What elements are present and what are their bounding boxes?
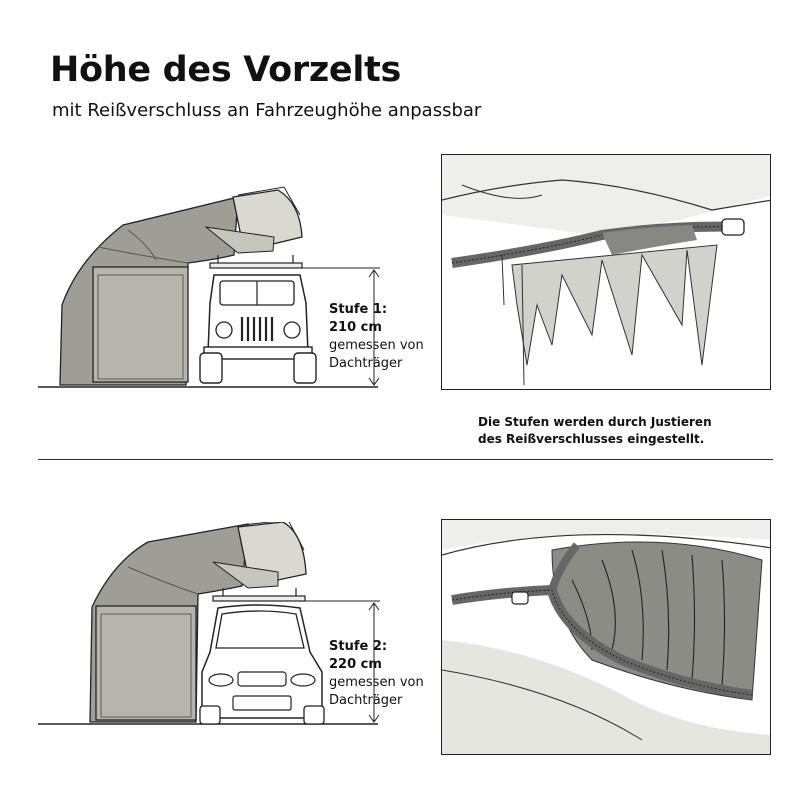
step2-label: Stufe 2:: [329, 639, 388, 654]
step1-desc-line2: Dachträger: [329, 356, 403, 371]
step2-info: [329, 638, 424, 710]
step1-info: [329, 301, 424, 373]
zipper-detail-image-1: [441, 154, 771, 390]
section-divider: [38, 459, 773, 460]
step2-desc-line2: Dachträger: [329, 693, 403, 708]
step1-label: Stufe 1:: [329, 302, 388, 317]
step2-desc-line1: gemessen von: [329, 675, 424, 690]
zipper-detail-image-2: [441, 519, 771, 755]
adjustment-caption: [478, 414, 712, 448]
step2-value: 220 cm: [329, 657, 382, 672]
caption-line2: des Reißverschlusses eingestellt.: [478, 432, 705, 446]
page-subtitle: mit Reißverschluss an Fahrzeughöhe anpassbar: [52, 100, 482, 121]
page-title: Höhe des Vorzelts: [50, 50, 402, 90]
caption-line1: Die Stufen werden durch Justieren: [478, 415, 712, 429]
step1-value: 210 cm: [329, 320, 382, 335]
step1-desc-line1: gemessen von: [329, 338, 424, 353]
